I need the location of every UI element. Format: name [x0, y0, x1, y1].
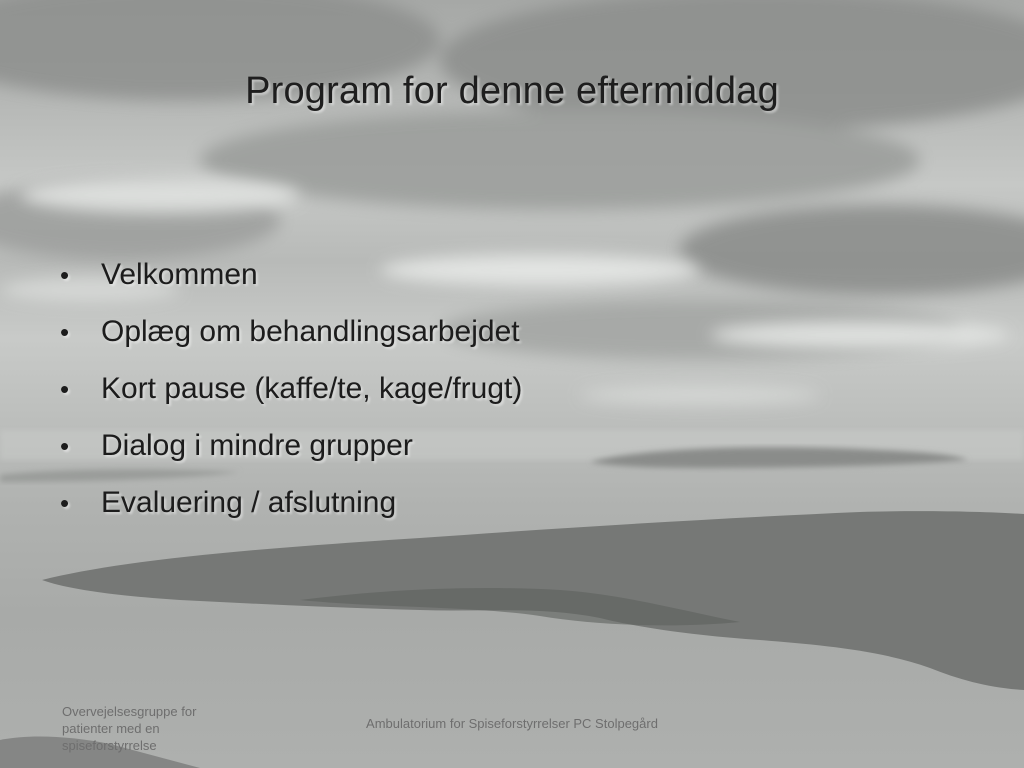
- list-item: [56, 423, 956, 480]
- footer-left-text: Overvejelsesgruppe for patienter med en spiseforstyrrelse: [62, 704, 197, 753]
- slide-title: Program for denne eftermiddag: [245, 70, 779, 112]
- bullet-icon: •: [60, 374, 70, 404]
- list-item-text: Kort pause (kaffe/te, kage/frugt): [101, 372, 523, 405]
- list-item-text: Velkommen: [101, 258, 258, 291]
- list-item-text: Dialog i mindre grupper: [101, 429, 413, 462]
- list-item: [56, 366, 956, 423]
- agenda-list: [56, 252, 956, 537]
- list-item: [56, 309, 956, 366]
- bullet-icon: •: [60, 260, 70, 290]
- list-item-text: Oplæg om behandlingsarbejdet: [101, 315, 520, 348]
- bullet-icon: •: [60, 488, 70, 518]
- list-item: [56, 480, 956, 537]
- footer-center-text: Ambulatorium for Spiseforstyrrelser PC Stolpegård: [366, 716, 658, 731]
- bullet-icon: •: [60, 317, 70, 347]
- bullet-icon: •: [60, 431, 70, 461]
- list-item: [56, 252, 956, 309]
- list-item-text: Evaluering / afslutning: [101, 486, 397, 519]
